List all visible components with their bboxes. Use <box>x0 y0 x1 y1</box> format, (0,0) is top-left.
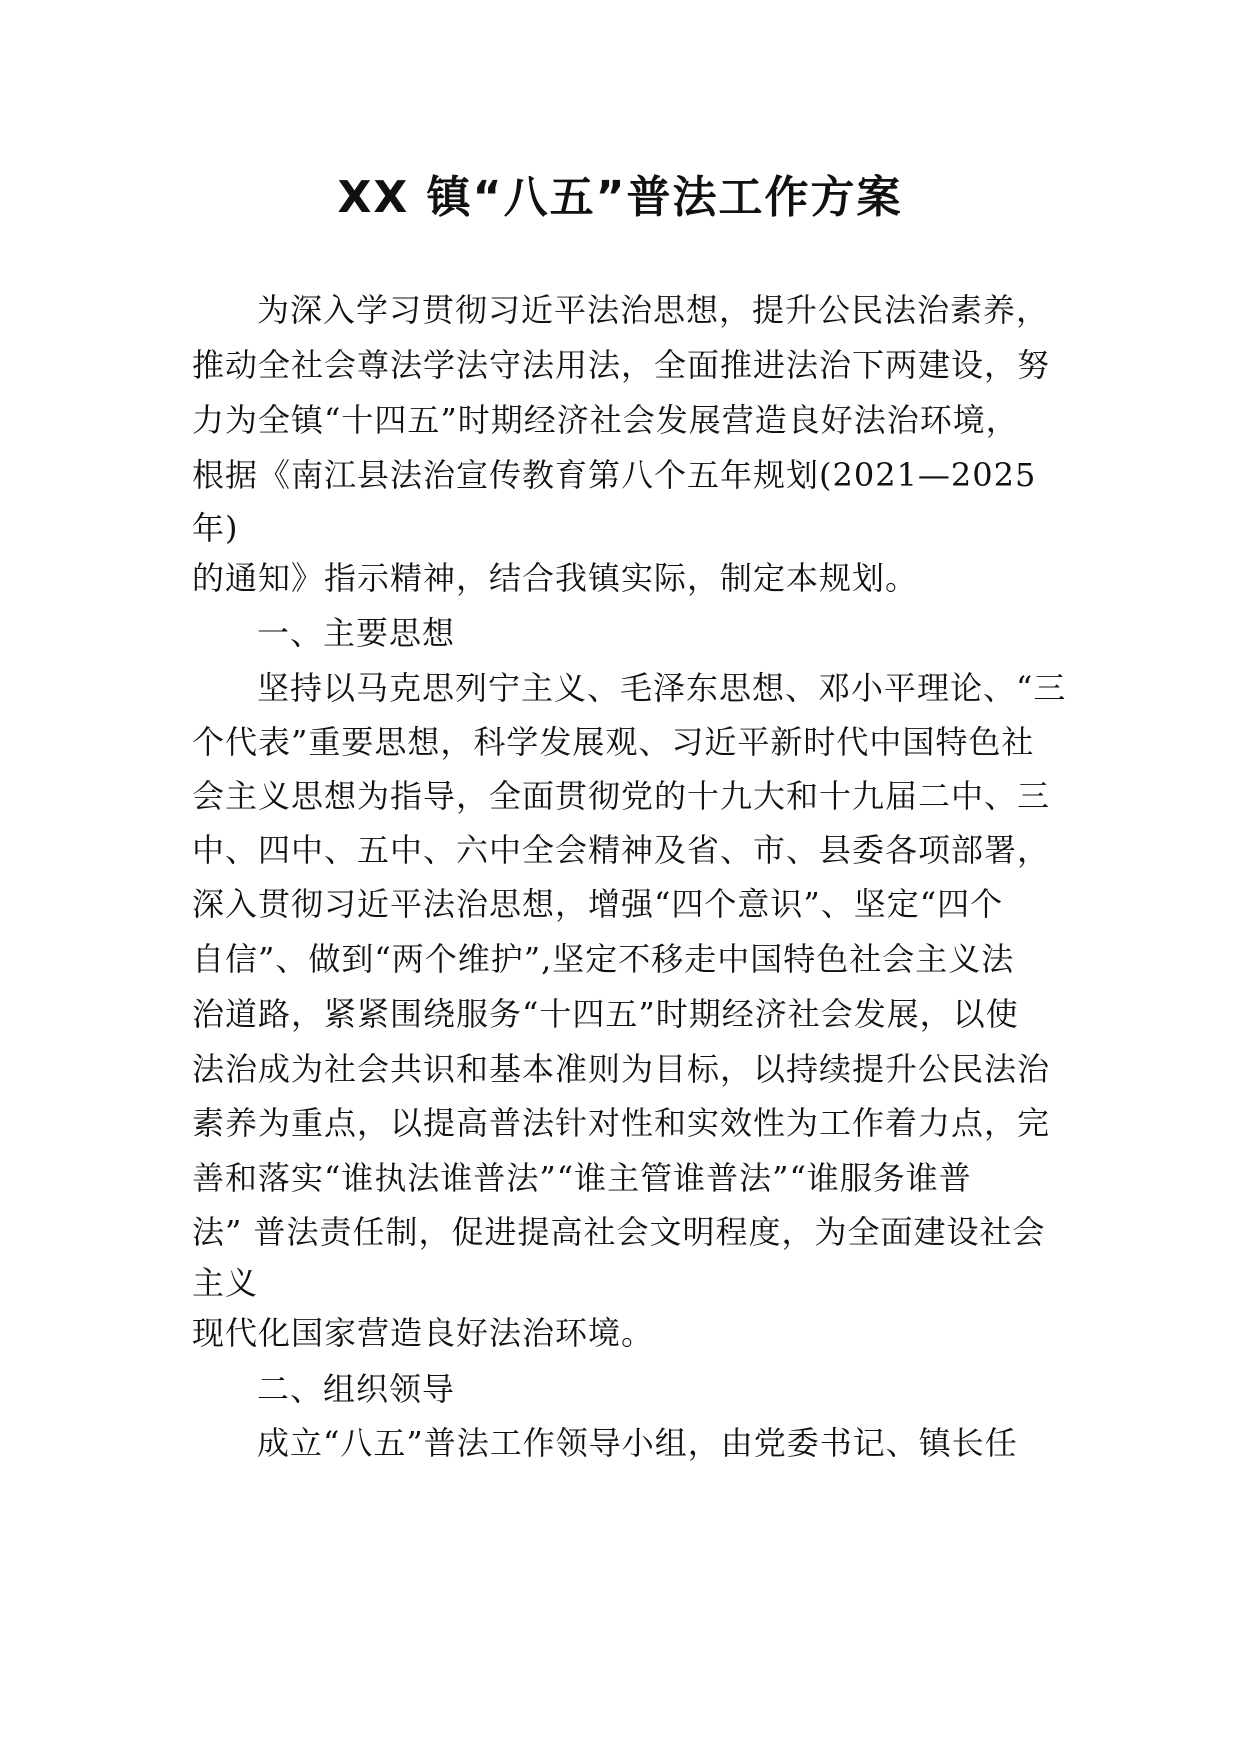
body-line: 治道路，紧紧围绕服务“十四五”时期经济社会发展，以使 <box>192 995 1019 1033</box>
body-line: 法治成为社会共识和基本准则为目标，以持续提升公民法治 <box>192 1050 1051 1088</box>
body-line: 根据《南江县法治宣传教育第八个五年规划(2021—2025 <box>192 456 1037 494</box>
body-line: 为深入学习贯彻习近平法治思想，提升公民法治素养， <box>257 291 1050 329</box>
body-line: 中、四中、五中、六中全会精神及省、市、县委各项部署， <box>192 831 1051 869</box>
body-line: 推动全社会尊法学法守法用法，全面推进法治下两建设，努 <box>192 346 1051 384</box>
body-line: 的通知》指示精神，结合我镇实际，制定本规划。 <box>192 559 919 597</box>
body-line: 素养为重点，以提高普法针对性和实效性为工作着力点，完 <box>192 1104 1051 1142</box>
body-line: 成立“八五”普法工作领导小组，由党委书记、镇长任 <box>257 1424 1018 1462</box>
document-title: XX 镇“八五”普法工作方案 <box>337 172 903 223</box>
section-heading-2: 二、组织领导 <box>257 1370 456 1408</box>
body-line: 个代表”重要思想，科学发展观、习近平新时代中国特色社 <box>192 723 1035 761</box>
section-heading-1: 一、主要思想 <box>257 614 456 652</box>
body-line: 自信”、做到“两个维护”,坚定不移走中国特色社会主义法 <box>192 940 1015 978</box>
body-line: 主义 <box>192 1264 259 1302</box>
body-line: 坚持以马克思列宁主义、毛泽东思想、邓小平理论、“三 <box>257 669 1067 707</box>
body-line: 法” 普法责任制，促进提高社会文明程度，为全面建设社会 <box>192 1213 1046 1251</box>
body-line: 会主义思想为指导，全面贯彻党的十九大和十九届二中、三 <box>192 777 1051 815</box>
body-line: 深入贯彻习近平法治思想，增强“四个意识”、坚定“四个 <box>192 885 1004 923</box>
body-line: 善和落实“谁执法谁普法”“谁主管谁普法”“谁服务谁普 <box>192 1159 972 1197</box>
body-line: 现代化国家营造良好法治环境。 <box>192 1314 655 1352</box>
body-line: 年) <box>192 509 239 547</box>
body-line: 力为全镇“十四五”时期经济社会发展营造良好法治环境， <box>192 401 1019 439</box>
